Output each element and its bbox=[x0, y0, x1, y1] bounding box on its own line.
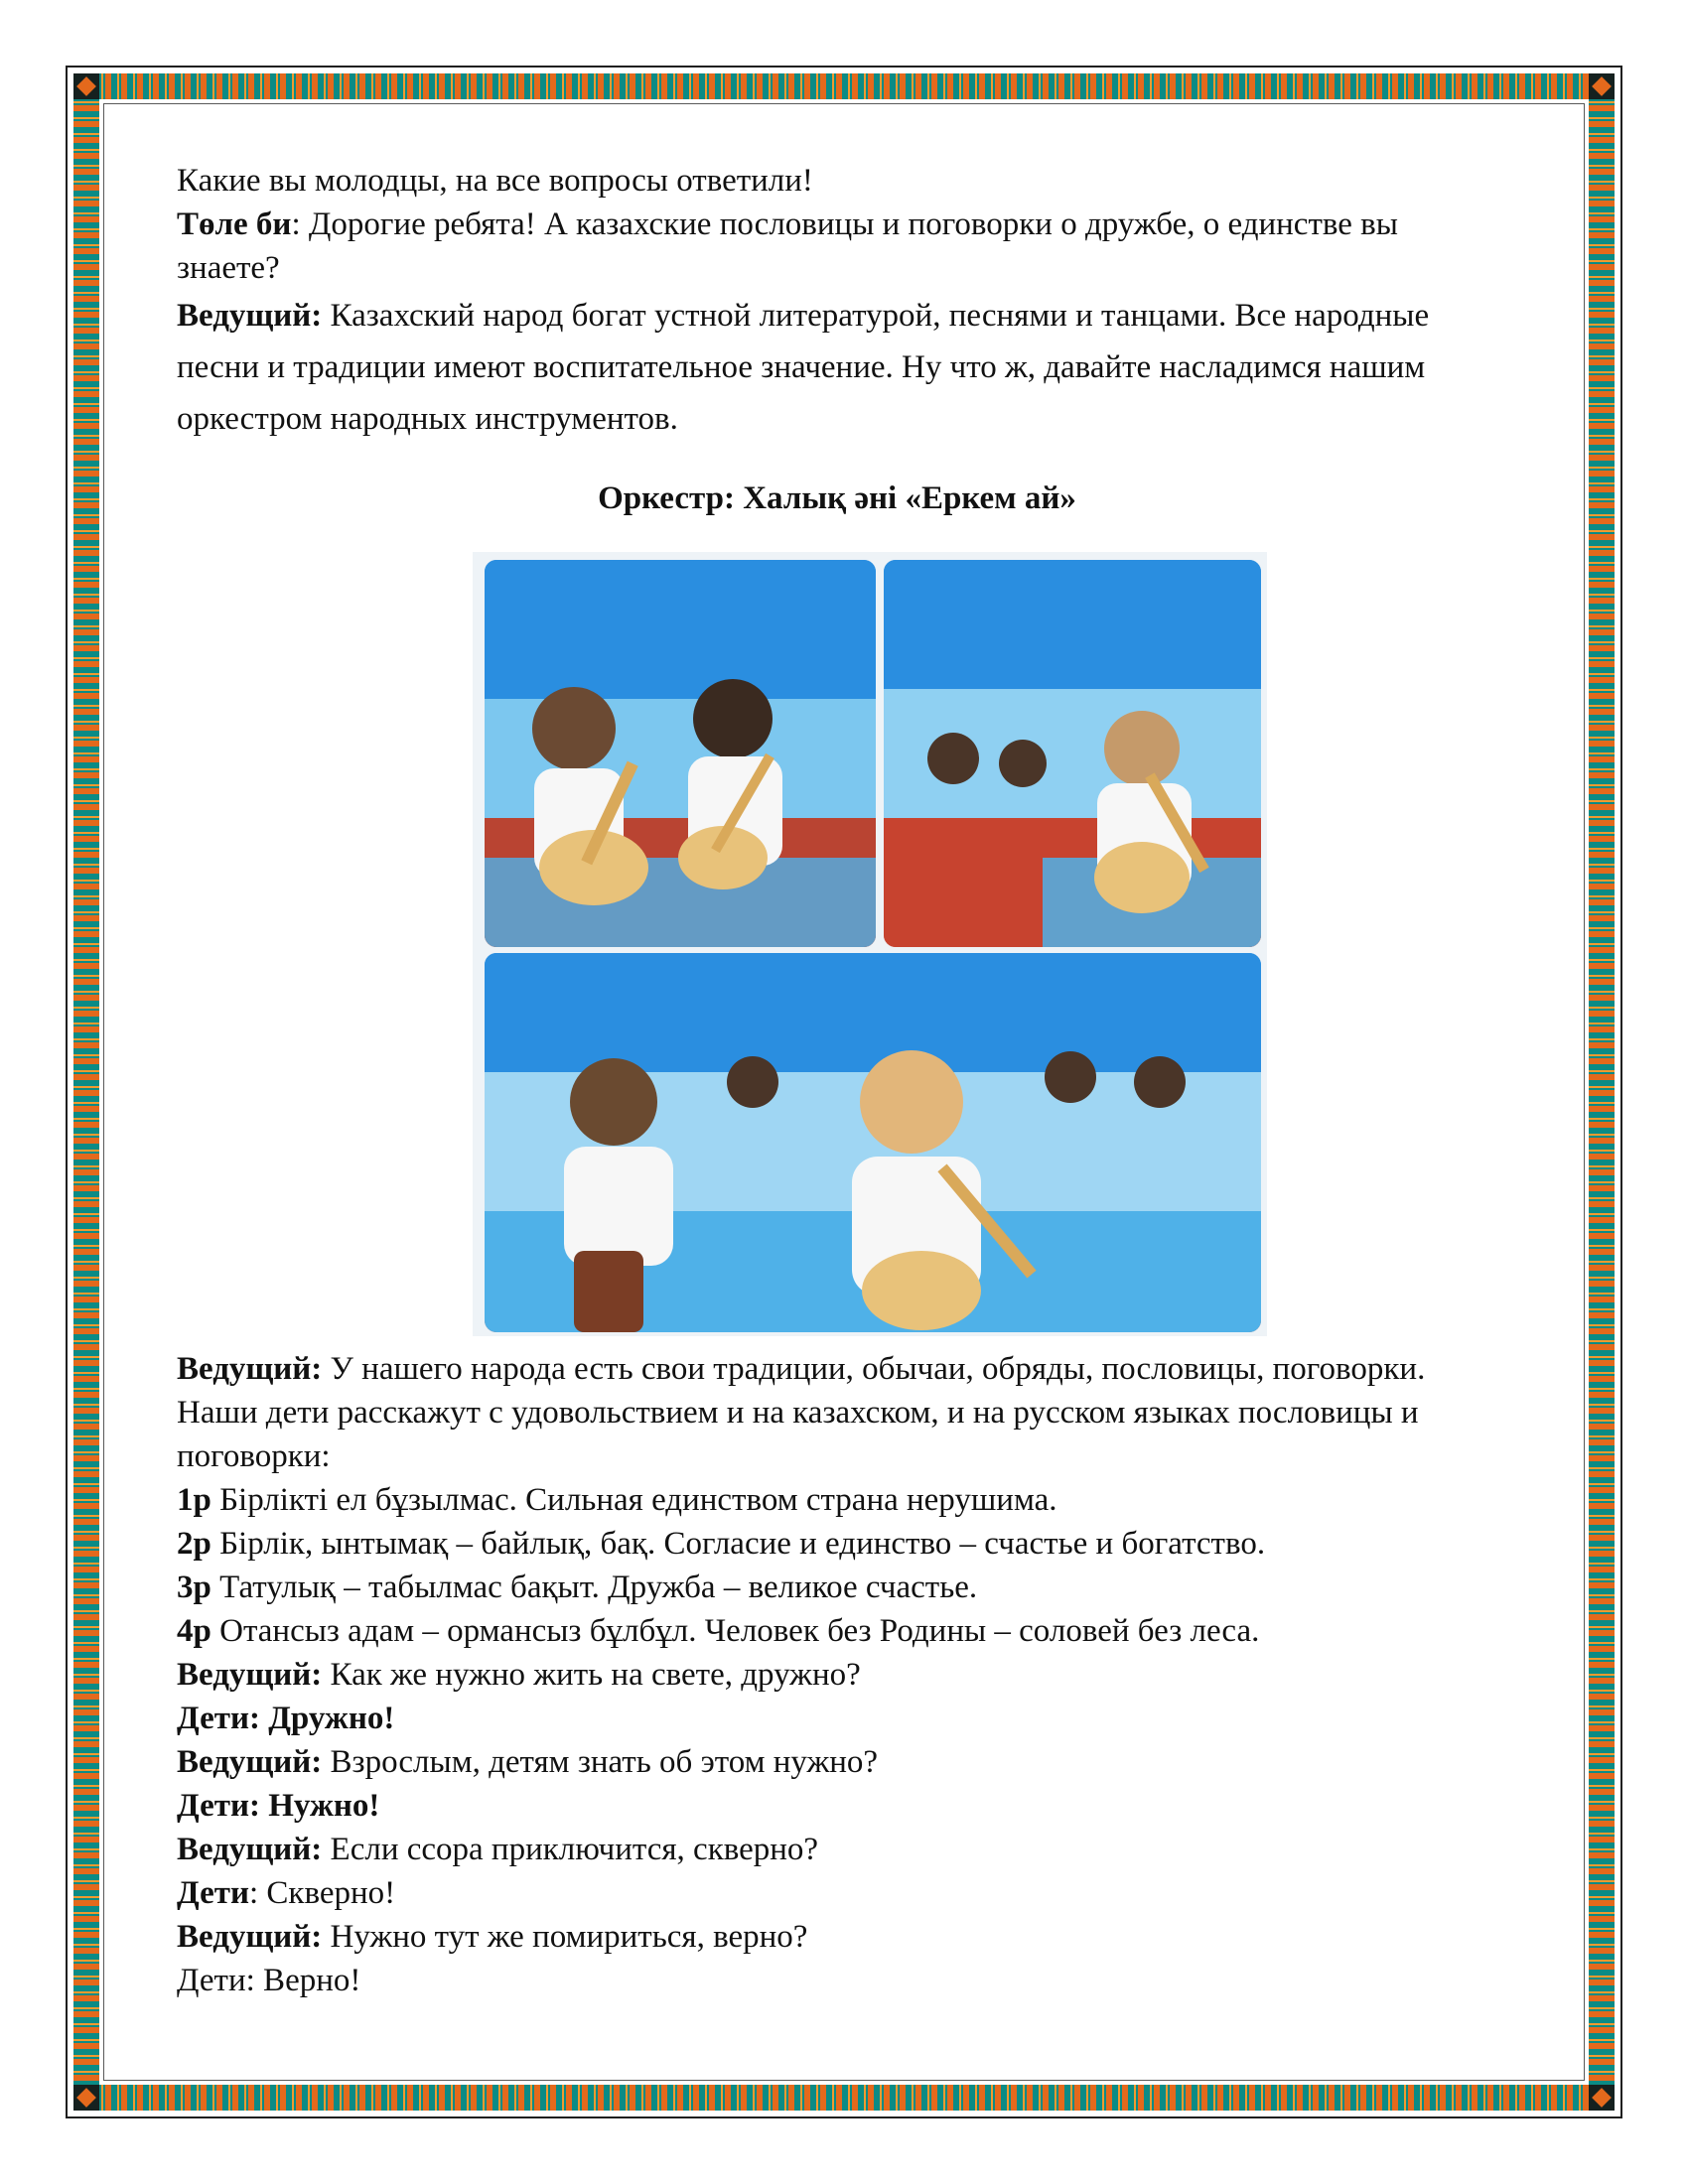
speaker-label: Дети: Дружно! bbox=[177, 1701, 395, 1736]
speaker-label: 2р bbox=[177, 1526, 211, 1562]
text-block-top bbox=[177, 159, 1497, 445]
ornament-border-top bbox=[73, 73, 1615, 99]
paragraph-text: Бірлікті ел бұзылмас. Сильная единством страна нерушима. bbox=[219, 1482, 1057, 1518]
dialogue-line bbox=[177, 1697, 1497, 1740]
corner-ornament-icon bbox=[73, 73, 99, 99]
paragraph bbox=[177, 159, 1497, 203]
dialogue-line bbox=[177, 1653, 1497, 1697]
dialogue-line bbox=[177, 1828, 1497, 1871]
corner-ornament-icon bbox=[73, 2085, 99, 2111]
photo-children-dombra-1 bbox=[485, 560, 876, 947]
paragraph-text: Скверно! bbox=[266, 1875, 396, 1911]
paragraph-text: Если ссора приключится, скверно? bbox=[330, 1832, 819, 1867]
proverb-line bbox=[177, 1566, 1497, 1609]
dialogue-line bbox=[177, 1784, 1497, 1828]
photo-image bbox=[884, 560, 1261, 947]
photo-children-dombra-2 bbox=[884, 560, 1261, 947]
paragraph bbox=[177, 1347, 1497, 1478]
speaker-label: Дети bbox=[177, 1875, 249, 1911]
speaker-label: Ведущий: bbox=[177, 298, 323, 334]
paragraph-text: Дорогие ребята! А казахские пословицы и поговорки о дружбе, о единстве вы знаете? bbox=[177, 206, 1398, 286]
paragraph bbox=[177, 290, 1497, 445]
paragraph-text: Нужно тут же помириться, верно? bbox=[330, 1919, 808, 1955]
paragraph-text: У нашего народа есть свои традиции, обычаи, обряды, пословицы, поговорки. Наши дети расскажут с удовольствием и на казахском, и на русском языках пословицы и поговорки: bbox=[177, 1351, 1426, 1474]
dialogue-line: Дети: Скверно! bbox=[177, 1875, 396, 1911]
ornament-border-right bbox=[1589, 73, 1615, 2111]
paragraph-text: Казахский народ богат устной литературой, песнями и танцами. Все народные песни и традиции имеют воспитательное значение. Ну что ж, давайте насладимся нашим оркестром народных инструментов. bbox=[177, 298, 1430, 437]
speaker-label: Дети: Нужно! bbox=[177, 1788, 380, 1824]
paragraph: Төле би: Дорогие ребята! А казахские пословицы и поговорки о дружбе, о единстве вы знаете? bbox=[177, 206, 1398, 286]
proverb-line bbox=[177, 1522, 1497, 1566]
photo-image bbox=[485, 953, 1261, 1332]
speaker-label: Төле би bbox=[177, 206, 292, 242]
speaker-label: 3р bbox=[177, 1570, 211, 1605]
dialogue-line bbox=[177, 1740, 1497, 1784]
corner-ornament-icon bbox=[1589, 73, 1615, 99]
paragraph-text: Бірлік, ынтымақ – байлық, бақ. Согласие и единство – счастье и богатство. bbox=[219, 1526, 1266, 1562]
corner-ornament-icon bbox=[1589, 2085, 1615, 2111]
text-block-bottom bbox=[177, 1347, 1497, 2002]
paragraph-text: Какие вы молодцы, на все вопросы ответили! bbox=[177, 163, 813, 199]
ornament-border-left bbox=[73, 73, 99, 2111]
speaker-label: Ведущий: bbox=[177, 1919, 323, 1955]
speaker-label: 4р bbox=[177, 1613, 211, 1649]
proverb-line bbox=[177, 1609, 1497, 1653]
paragraph-text: Взрослым, детям знать об этом нужно? bbox=[330, 1744, 879, 1780]
ornament-border-bottom bbox=[73, 2085, 1615, 2111]
dialogue-line bbox=[177, 1915, 1497, 1959]
proverb-line bbox=[177, 1478, 1497, 1522]
speaker-label: Ведущий: bbox=[177, 1351, 323, 1387]
section-heading: Оркестр: Халық әні «Еркем ай» bbox=[598, 480, 1076, 516]
dialogue-line bbox=[177, 1959, 1497, 2002]
paragraph-text: Как же нужно жить на свете, дружно? bbox=[330, 1657, 861, 1693]
speaker-label: Ведущий: bbox=[177, 1657, 323, 1693]
paragraph-text: Татулық – табылмас бақыт. Дружба – великое счастье. bbox=[219, 1570, 978, 1605]
photo-collage bbox=[473, 552, 1267, 1336]
photo-image bbox=[485, 560, 876, 947]
speaker-label: Ведущий: bbox=[177, 1744, 323, 1780]
speaker-label: 1р bbox=[177, 1482, 211, 1518]
speaker-label: Ведущий: bbox=[177, 1832, 323, 1867]
paragraph-text: Отансыз адам – ормансыз бұлбұл. Человек без Родины – соловей без леса. bbox=[219, 1613, 1260, 1649]
paragraph-text: Дети: Верно! bbox=[177, 1963, 361, 1998]
photo-children-orchestra bbox=[485, 953, 1261, 1332]
